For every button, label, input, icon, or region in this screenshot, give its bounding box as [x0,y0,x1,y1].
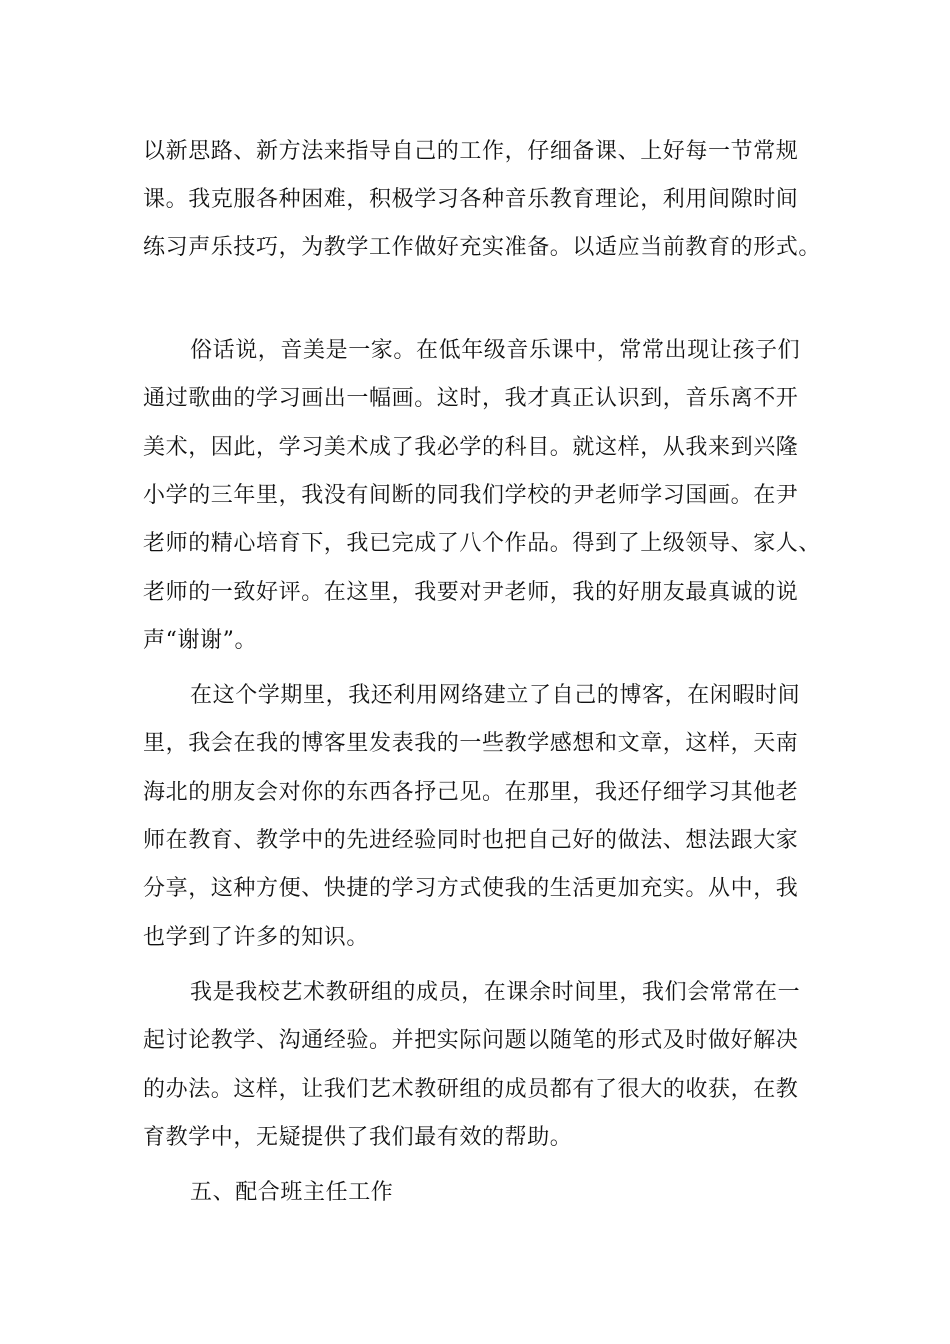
paragraph-line: 的办法。这样，让我们艺术教研组的成员都有了很大的收获，在教 [143,1077,799,1102]
paragraph-line: 练习声乐技巧，为教学工作做好充实准备。以适应当前教育的形式。 [143,235,822,260]
paragraph-line: 老师的一致好评。在这里，我要对尹老师，我的好朋友最真诚的说 [143,580,799,605]
paragraph-line: 里，我会在我的博客里发表我的一些教学感想和文章，这样，天南 [143,731,799,756]
paragraph-line: 育教学中，无疑提供了我们最有效的帮助。 [143,1125,573,1150]
paragraph-line: 我是我校艺术教研组的成员，在课余时间里，我们会常常在一 [190,980,801,1005]
paragraph-line: 课。我克服各种困难，积极学习各种音乐教育理论，利用间隙时间 [143,187,799,212]
paragraph-line: 声“谢谢”。 [143,628,258,653]
paragraph-line: 美术，因此，学习美术成了我必学的科目。就这样，从我来到兴隆 [143,435,799,460]
paragraph-line: 小学的三年里，我没有间断的同我们学校的尹老师学习国画。在尹 [143,483,799,508]
paragraph-line: 以新思路、新方法来指导自己的工作，仔细备课、上好每一节常规 [143,139,799,164]
paragraph-line: 老师的精心培育下，我已完成了八个作品。得到了上级领导、家人、 [143,531,822,556]
paragraph-line: 通过歌曲的学习画出一幅画。这时，我才真正认识到，音乐离不开 [143,386,799,411]
paragraph-line: 也学到了许多的知识。 [143,925,370,950]
section-heading: 五、配合班主任工作 [190,1180,394,1205]
paragraph-line: 海北的朋友会对你的东西各抒己见。在那里，我还仔细学习其他老 [143,780,799,805]
paragraph-line: 俗话说，音美是一家。在低年级音乐课中，常常出现让孩子们 [190,338,801,363]
paragraph-line: 师在教育、教学中的先进经验同时也把自己好的做法、想法跟大家 [143,828,799,853]
paragraph-line: 分享，这种方便、快捷的学习方式使我的生活更加充实。从中，我 [143,876,799,901]
paragraph-line: 起讨论教学、沟通经验。并把实际问题以随笔的形式及时做好解决 [143,1028,799,1053]
paragraph-line: 在这个学期里，我还利用网络建立了自己的博客，在闲暇时间 [190,683,801,708]
